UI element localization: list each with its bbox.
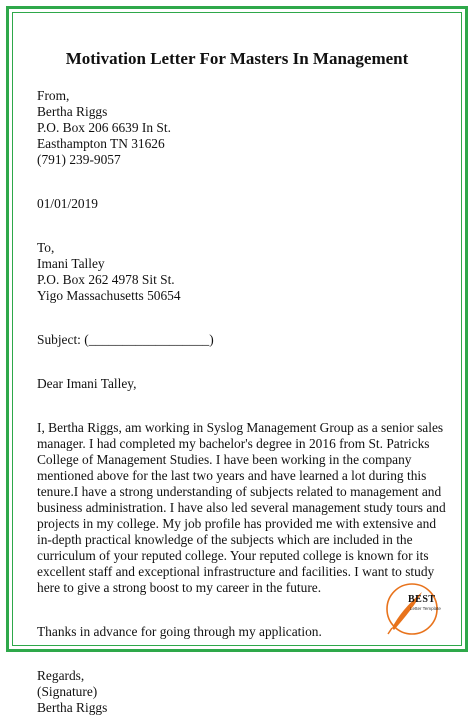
to-label: To,: [37, 240, 55, 255]
closing-block: [37, 668, 439, 716]
body-line: here to give a strong boost to my career in the future.: [37, 580, 322, 595]
body-line: College of Management Studies. I have been working in the company: [37, 452, 412, 467]
from-label: From,: [37, 88, 70, 103]
sender-phone: (791) 239-9057: [37, 152, 121, 167]
subject-line: Subject: (__________________): [37, 332, 214, 347]
recipient-name: Imani Talley: [37, 256, 105, 271]
letter-title: Motivation Letter For Masters In Management: [65, 49, 409, 68]
body-line: curriculum of your reputed college. Your reputed college is known for its: [37, 548, 429, 563]
recipient-block: [37, 240, 439, 304]
closing-name: Bertha Riggs: [37, 700, 108, 715]
body-line: manager. I had completed my bachelor's degree in 2016 from St. Patricks: [37, 436, 430, 451]
best-letter-template-logo: [378, 580, 450, 638]
regards-line: Regards,: [37, 668, 85, 683]
logo-text-main: BEST: [408, 594, 436, 605]
recipient-address-2: Yigo Massachusetts 50654: [37, 288, 181, 303]
body-line: mentioned above for the last two years and have learned a lot during this: [37, 468, 427, 483]
body-line: in-depth practical knowledge of the subjects which are included in the: [37, 532, 413, 547]
logo-text-sub: Letter Template: [410, 606, 441, 611]
sender-address-2: Easthampton TN 31626: [37, 136, 165, 151]
sender-block: [37, 88, 439, 168]
signature-line: (Signature): [37, 684, 98, 699]
body-line: business administration. I have also led several management study tours and: [37, 500, 446, 515]
body-line: excellent staff and exceptional infrastructure and facilities. I want to study: [37, 564, 435, 579]
sender-name: Bertha Riggs: [37, 104, 108, 119]
recipient-address-1: P.O. Box 262 4978 Sit St.: [37, 272, 175, 287]
sender-address-1: P.O. Box 206 6639 In St.: [37, 120, 171, 135]
body-line: tenure.I have a strong understanding of subjects related to management and: [37, 484, 442, 499]
body-paragraph: [37, 420, 446, 596]
body-line: I, Bertha Riggs, am working in Syslog Management Group as a senior sales: [37, 420, 444, 435]
salutation: Dear Imani Talley,: [37, 376, 137, 391]
thanks-line: Thanks in advance for going through my application.: [37, 624, 322, 639]
letter-date: 01/01/2019: [37, 196, 99, 211]
body-line: projects in my college. My job profile has provided me with extensive and: [37, 516, 437, 531]
